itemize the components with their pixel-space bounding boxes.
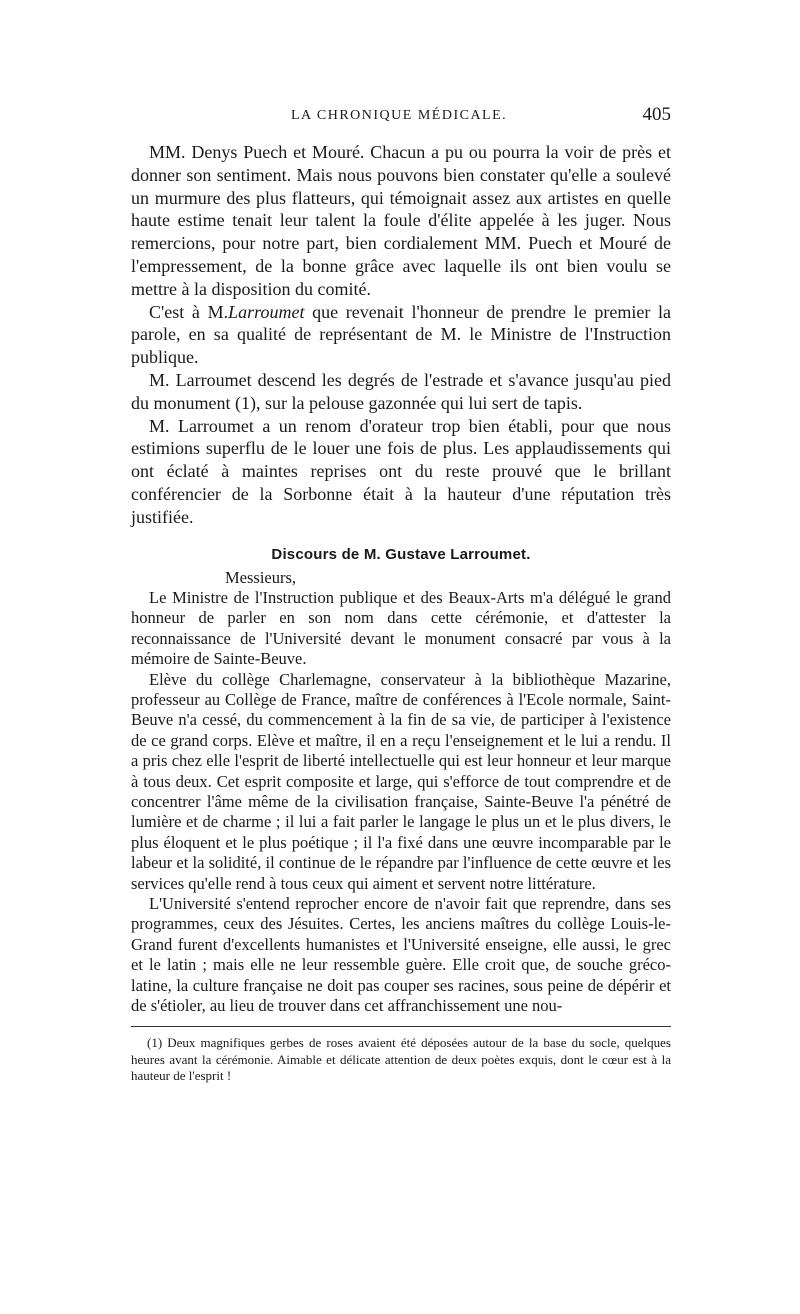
page-body <box>131 141 671 1085</box>
page-header <box>131 104 671 130</box>
paragraph: L'Université s'entend reprocher encore de n'avoir fait que reprendre, dans ses programmes, ceux des Jésuites. Certes, les anciens maîtres du collège Louis-le-Grand furent d'excellents humanistes et l'Université enseigne, elle aussi, le grec et le latin ; mais elle ne leur ressemble guère. Elle croit que, de souche gréco-latine, la culture française ne doit pas couper ses racines, sous peine de dépérir et de s'étioler, au lieu de trouver dans cet affranchissement une nou- <box>131 894 671 1016</box>
page-number: 405 <box>642 104 671 125</box>
paragraph: M. Larroumet a un renom d'orateur trop bien établi, pour que nous estimions superflu de le louer une fois de plus. Les applaudissements qui ont éclaté à maintes reprises ont du reste prouvé que le brillant conférencier de la Sorbonne était à la hauteur d'une réputation très justifiée. <box>131 415 671 527</box>
footnote-text: (1) Deux magnifiques gerbes de roses avaient été déposées autour de la base du socle, quelques heures avant la cérémonie. Aimable et délicate attention de deux poètes exquis, dont le cœur est à la hauteur de l'esprit ! <box>131 1035 671 1084</box>
italic-name: Larroumet <box>228 301 305 322</box>
paragraph-text: C'est à M. <box>149 301 229 322</box>
running-title: LA CHRONIQUE MÉDICALE. <box>291 108 508 123</box>
paragraph: MM. Denys Puech et Mouré. Chacun a pu ou pourra la voir de près et donner son sentiment. Mais nous pouvons bien constater qu'elle a soulevé un murmure des plus flatteurs, qui témoignait assez aux artistes en quelle haute estime tenait leur talent la foule d'élite appelée à les juger. Nous remercions, pour notre part, bien cordialement MM. Puech et Mouré de l'empressement, de la bonne grâce avec laquelle ils ont bien voulu se mettre à la disposition du comité. <box>131 142 671 299</box>
paragraph: Elève du collège Charlemagne, conservateur à la bibliothèque Mazarine, professeur au Collège de France, maître de conférences à l'Ecole normale, Saint-Beuve n'a cessé, du commencement à la fin de sa vie, de participer à l'existence de ce grand corps. Elève et maître, il en a reçu l'enseignement et le lui a rendu. Il a pris chez elle l'esprit de liberté intellectuelle qui est leur honneur et leur marque à tous deux. Cet esprit composite et large, qui s'efforce de tout comprendre et de concentrer l'âme même de la civilisation française, Sainte-Beuve l'a pénétré de lumière et de charme ; il lui a fait parler le langage le plus un et le plus divers, le plus éloquent et le plus poétique ; il l'a fixé dans une œuvre incomparable par le labeur et la solidité, il continue de le répandre par l'influence de cette œuvre et les services qu'elle rend à tous ceux qui aiment et servent notre littérature. <box>131 669 671 893</box>
salutation: Messieurs, <box>225 567 297 587</box>
paragraph <box>131 301 671 369</box>
speech-body <box>131 568 671 1017</box>
paragraph-text: que revenait l'honneur de prendre le premier la parole, en sa qualité de représentant de M. le Ministre de l'Instruction publique. <box>131 301 671 368</box>
article-intro <box>131 141 671 529</box>
section-heading: Discours de M. Gustave Larroumet. <box>271 545 531 563</box>
paragraph: Le Ministre de l'Instruction publique et des Beaux-Arts m'a délégué le grand honneur de parler en son nom dans cette cérémonie, et d'attester la reconnaissance de l'Université devant le monument consacré par vous à la mémoire de Sainte-Beuve. <box>131 587 671 669</box>
footnote-divider <box>131 1026 671 1027</box>
paragraph: M. Larroumet descend les degrés de l'estrade et s'avance jusqu'au pied du monument (1), sur la pelouse gazonnée qui lui sert de tapis. <box>131 369 671 413</box>
footnote <box>131 1035 671 1085</box>
